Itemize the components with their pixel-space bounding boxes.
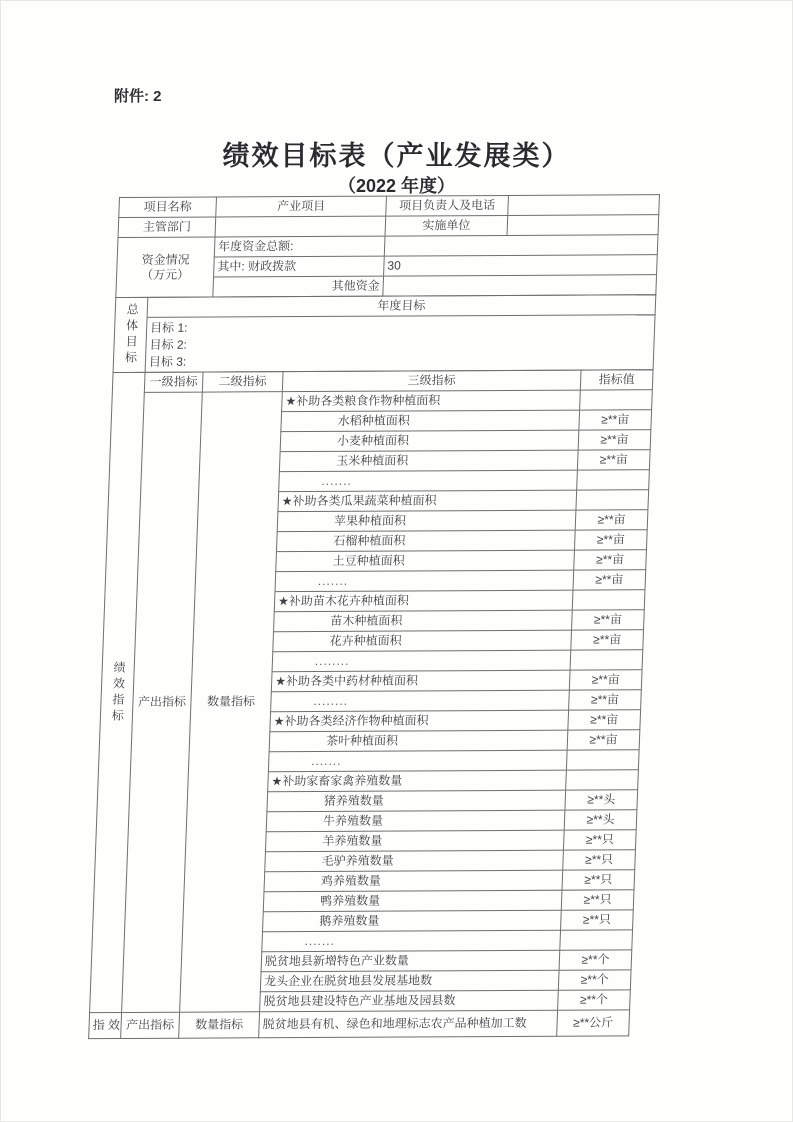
indicator-label: ★补助各类粮食作物种植面积 [282,390,581,412]
indicator-value: ≥**只 [561,890,634,910]
col-header-level3: 三级指标 [282,370,581,392]
indicator-value: ≥**亩 [573,570,646,590]
fund-total-value [384,235,658,256]
indicator-label: 茶叶种植面积 [269,730,568,752]
indicator-label: 鸡养殖数量 [264,870,563,892]
bottom-side-label: 指 效 [89,1012,122,1038]
indicator-value: ≥**个 [558,990,631,1010]
indicator-label: 小麦种植面积 [280,430,579,452]
indicator-level1: 产出指标 [122,392,203,1012]
bottom-level2: 数量指标 [179,1012,260,1038]
fund-label-line1: 资金情况 [141,252,190,267]
indicator-label: 脱贫地县新增特色产业数量 [261,950,560,972]
indicator-label: 鸭养殖数量 [263,890,562,912]
fund-fiscal-label: 其中: 财政拨款 [214,256,385,277]
indicator-value [560,930,633,950]
indicator-label: ........ [272,650,571,672]
impl-label: 实施单位 [385,215,508,236]
indicator-value: ≥**亩 [569,670,642,690]
annual-goals-cell [145,315,655,373]
indicator-label: 玉米种植面积 [279,450,578,472]
indicator-label: ....... [262,930,561,952]
indicator-label: 羊养殖数量 [265,830,564,852]
dept-label: 主管部门 [118,217,216,238]
form-sheet [88,194,661,1039]
overall-goals-table [113,294,657,373]
indicator-label: ★补助各类中药材种植面积 [271,670,570,692]
indicator-label: 脱贫地县建设特色产业基地及园县数 [260,990,559,1012]
indicator-label: 苗木种植面积 [274,610,573,632]
indicator-value [570,650,643,670]
indicator-value: ≥**头 [564,810,637,830]
info-row-1 [119,195,660,218]
col-header-level2: 二级指标 [202,372,283,392]
indicator-value: ≥**个 [558,970,631,990]
indicator-label: 鹅养殖数量 [263,910,562,932]
info-row-2 [118,215,659,238]
indicator-row [112,390,653,413]
impl-value [507,215,659,236]
attachment-label: 附件: 2 [114,88,162,105]
project-name-label: 项目名称 [119,197,217,218]
indicator-label: 牛养殖数量 [266,810,565,832]
fund-other-value [383,275,657,296]
indicator-label: ★补助各类经济作物种植面积 [270,710,569,732]
indicator-value: ≥**亩 [574,550,647,570]
indicator-value: ≥**头 [565,790,638,810]
indicator-label: ★补助各类瓜果蔬菜种植面积 [278,490,577,512]
indicator-value [572,590,645,610]
overall-side-label: 总体目标 [113,297,148,372]
indicator-value [576,490,649,510]
indicator-label: 土豆种植面积 [276,550,575,572]
indicator-value: ≥**亩 [578,430,651,450]
indicator-value [580,390,653,410]
indicator-level2: 数量指标 [180,392,283,1013]
fund-label [116,237,215,298]
indicator-label: 苹果种植面积 [277,510,576,532]
indicator-value: ≥**亩 [577,450,650,470]
indicator-value: ≥**亩 [574,530,647,550]
indicators-side-label: 绩效指标 [90,372,145,1012]
manager-label: 项目负责人及电话 [386,195,509,216]
project-name-value: 产业项目 [216,196,387,217]
indicator-label: 龙头企业在脱贫地县发展基地数 [260,970,559,992]
fund-other-label: 其他资金 [213,276,384,297]
doc-title: 绩效目标表（产业发展类） [222,141,571,171]
project-info-table [115,194,660,298]
indicators-table [88,369,653,1039]
doc-subtitle: （2022 年度） [337,176,456,196]
overall-header-row [115,295,656,318]
bottom-indicator-value: ≥**公斤 [557,1010,630,1036]
indicators-bottom-row [89,1010,630,1039]
indicator-value: ≥**亩 [575,510,648,530]
dept-value [215,216,386,237]
indicator-label: 毛驴养殖数量 [265,850,564,872]
fund-row-total [117,235,658,258]
indicator-label: ★补助苗木花卉种植面积 [274,590,573,612]
indicator-value: ≥**只 [562,870,635,890]
col-header-value: 指标值 [580,370,653,390]
indicator-value: ≥**亩 [571,630,644,650]
bottom-indicator-label: 脱贫地县有机、绿色和地理标志农产品种植加工数 [259,1010,558,1038]
indicator-label: ★补助家畜家禽养殖数量 [268,770,567,792]
bottom-level1: 产出指标 [121,1012,180,1038]
indicator-label: ....... [275,570,574,592]
goal-1: 目标 1: [149,320,188,335]
fund-fiscal-value: 30 [384,255,658,276]
overall-goals-row [113,315,655,373]
indicator-value: ≥**亩 [572,610,645,630]
goal-2: 目标 2: [149,337,188,352]
indicator-label: ....... [268,750,567,772]
indicators-header-row [112,370,653,393]
manager-value [508,195,660,216]
indicator-value: ≥**亩 [569,690,642,710]
indicator-label: ....... [279,470,578,492]
indicator-label: 猪养殖数量 [267,790,566,812]
goal-3: 目标 3: [148,354,187,369]
indicator-value: ≥**个 [559,950,632,970]
indicator-value: ≥**亩 [579,410,652,430]
indicator-label: 花卉种植面积 [273,630,572,652]
col-header-level1: 一级指标 [144,372,203,392]
fund-label-line2: （万元） [140,267,190,282]
indicator-value [577,470,650,490]
indicator-value: ≥**只 [561,910,634,930]
indicator-label: 水稻种植面积 [281,410,580,432]
indicator-label: ........ [271,690,570,712]
indicator-value [566,750,639,770]
fund-total-label: 年度资金总额: [214,236,385,257]
indicator-value: ≥**亩 [568,710,641,730]
indicator-value: ≥**只 [563,830,636,850]
indicator-value: ≥**只 [563,850,636,870]
indicator-value [566,770,639,790]
annual-goal-header: 年度目标 [147,295,656,318]
indicator-value: ≥**亩 [567,730,640,750]
indicator-label: 石榴种植面积 [276,530,575,552]
